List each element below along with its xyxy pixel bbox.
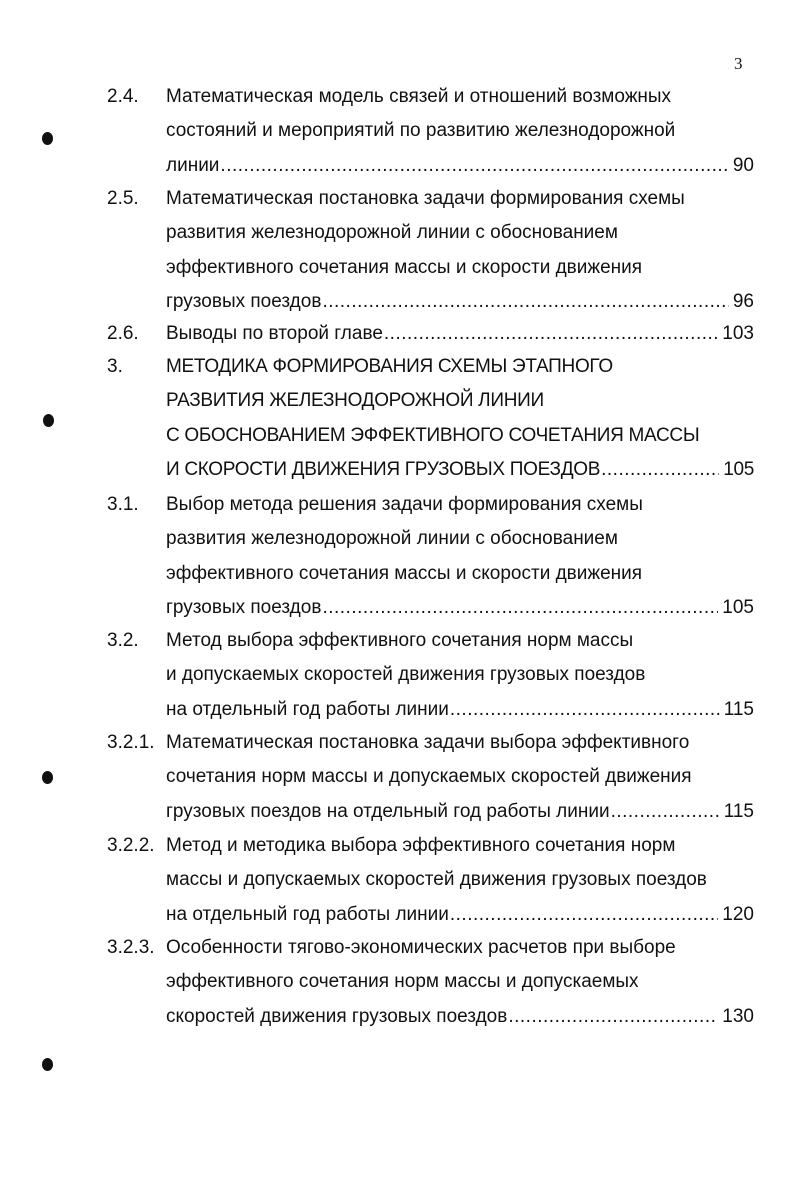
toc-entry-line: массы и допускаемых скоростей движения грузовых поездов — [166, 869, 707, 891]
dot-leader — [450, 693, 720, 727]
toc-entry-line: С ОБОСНОВАНИЕМ ЭФФЕКТИВНОГО СОЧЕТАНИЯ МАССЫ — [166, 424, 700, 446]
binding-hole — [43, 414, 54, 427]
toc-entry-line: Выводы по второй главе — [166, 323, 383, 344]
binding-hole — [42, 771, 53, 784]
binding-hole — [42, 132, 53, 145]
toc-entry-line: грузовых поездов на отдельный год работы линии — [166, 800, 610, 822]
dot-leader — [322, 285, 728, 319]
dot-leader — [508, 1000, 718, 1034]
toc-entry-line: эффективного сочетания массы и скорости движения — [166, 256, 643, 278]
toc-entry-line: грузовых поездов — [166, 596, 322, 618]
toc-entry-number: 2.4. — [107, 86, 139, 107]
toc-entry-line: эффективного сочетания массы и скорости движения — [166, 562, 643, 584]
toc-entry-line: МЕТОДИКА ФОРМИРОВАНИЯ СХЕМЫ ЭТАПНОГО — [166, 356, 613, 377]
toc-entry-line: на отдельный год работы линии — [166, 698, 449, 720]
toc-entry-page: 96 — [732, 290, 754, 312]
dot-leader — [220, 149, 728, 183]
page-number: 3 — [734, 54, 743, 73]
toc-entry-line: линии — [166, 154, 220, 176]
toc-entry-number: 3.2.3. — [107, 937, 155, 958]
toc-entry-line: эффективного сочетания норм массы и допускаемых — [166, 971, 639, 993]
dot-leader — [611, 795, 720, 829]
toc-entry-line: скоростей движения грузовых поездов — [166, 1005, 508, 1027]
toc-entry-line: И СКОРОСТИ ДВИЖЕНИЯ ГРУЗОВЫХ ПОЕЗДОВ — [166, 458, 601, 480]
toc-entry-line: Математическая постановка задачи формирования схемы — [166, 188, 685, 209]
toc-entry-line: на отдельный год работы линии — [166, 903, 449, 925]
toc-entry-page: 130 — [722, 1005, 754, 1027]
toc-entry-line: и допускаемых скоростей движения грузовых поездов — [166, 664, 646, 686]
toc-entry-number: 2.6. — [107, 323, 139, 344]
toc-entry-line: Метод выбора эффективного сочетания норм массы — [166, 630, 634, 651]
dot-leader — [450, 898, 718, 932]
toc-entry-number: 3.2.2. — [107, 835, 155, 856]
toc-entry-line: состояний и мероприятий по развитию железнодорожной — [166, 120, 676, 142]
binding-hole — [42, 1058, 53, 1071]
dot-leader — [601, 453, 719, 487]
toc-entry-line: развития железнодорожной линии с обоснованием — [166, 222, 618, 244]
toc-entry-line: грузовых поездов — [166, 290, 322, 312]
toc-entry-number: 3.2. — [107, 630, 139, 651]
toc-entry-number: 2.5. — [107, 188, 139, 209]
toc-entry-page: 90 — [732, 154, 754, 176]
toc-entry-line: Математическая постановка задачи выбора эффективного — [166, 732, 690, 753]
toc-entry-number: 3. — [107, 356, 123, 377]
toc-entry-line: развития железнодорожной линии с обоснованием — [166, 528, 618, 550]
dot-leader — [322, 591, 718, 625]
toc-entry-number: 3.1. — [107, 494, 139, 515]
toc-entry-line: РАЗВИТИЯ ЖЕЛЕЗНОДОРОЖНОЙ ЛИНИИ — [166, 390, 544, 412]
toc-entry-page: 120 — [722, 903, 754, 925]
toc-entry-line: Математическая модель связей и отношений возможных — [166, 86, 672, 107]
toc-entry-line: Выбор метода решения задачи формирования схемы — [166, 494, 643, 515]
toc-entry-page: 115 — [723, 698, 754, 720]
toc-entry-line: Метод и методика выбора эффективного сочетания норм — [166, 835, 676, 856]
toc-entry-page: 115 — [723, 800, 754, 822]
toc-entry-page: 105 — [723, 458, 754, 480]
toc-entry-number: 3.2.1. — [107, 732, 155, 753]
toc-entry-line: Особенности тягово-экономических расчетов при выборе — [166, 937, 676, 958]
dot-leader — [384, 317, 718, 351]
toc-entry-page: 103 — [722, 323, 754, 344]
toc-entry-page: 105 — [722, 596, 754, 618]
toc-entry-line: сочетания норм массы и допускаемых скоростей движения — [166, 766, 692, 788]
